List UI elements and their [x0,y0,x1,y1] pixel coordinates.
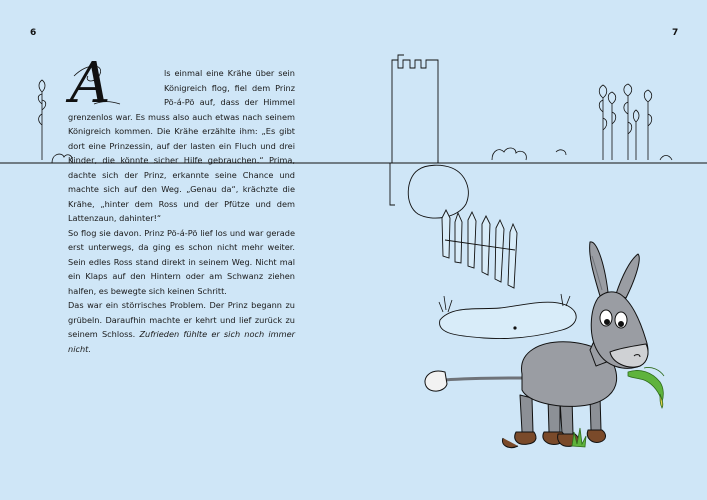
castle-base-icon [408,165,468,218]
tree-left-icon [38,80,46,160]
page-number-left: 6 [30,28,37,38]
story-paragraph-3-text: Das war ein störrisches Problem. Der Prinz begann zu grübeln. Daraufhin machte er kehrt und lief zurück zu seinem Schloss. [68,300,295,339]
donkey-illustration [425,242,648,448]
story-text [68,54,295,356]
dropcap-letter: A [70,54,111,106]
grass-tuft-icon [572,428,586,447]
story-paragraph-2: So flog sie davon. Prinz Pö-á-Pö lief los und war gerade erst unterwegs, da ging es schon nicht mehr weiter. Sein edles Ross stand direkt in seinem Weg. Nicht mal ein Klaps auf den Hintern oder am Schwanz ziehen halfen, es bewegte sich keinen Schritt. [68,227,295,296]
story-paragraph-1: ls einmal eine Krähe über sein Königreich flog, fiel dem Prinz Pö-á-Pö auf, dass der Himmel grenzenlos war. Es muss also auch etwas nach seinem Königreich kommen. Die Krähe erzählte ihm: „Es gibt dort eine Prinzessin, auf der lasten ein Fluch und drei Kinder, die könnte sicher Hilfe gebrauchen.“ Prima, dachte sich der Prinz, erkannte seine Chance und machte sich auf den Weg. „Genau da“, krächzte die Krähe, „hinter dem Ross und der Pfütze und dem Lattenzaun, dahinter!“ [68,68,295,223]
picket-fence-icon [442,210,517,288]
trees-right-icon [599,84,672,160]
story-paragraph-3 [68,298,295,356]
donkey-tail [445,378,525,380]
dropcap-a [64,54,164,106]
puddle-icon [440,302,577,338]
story-paragraph-3-italic: Zufrieden fühlte er sich noch immer nicht. [68,329,295,354]
fly-icon [513,326,516,329]
grass-blade-icon [628,367,664,408]
page-number-right: 7 [672,28,679,38]
castle-tower-icon [390,55,438,205]
bush-right-icon [492,148,566,160]
